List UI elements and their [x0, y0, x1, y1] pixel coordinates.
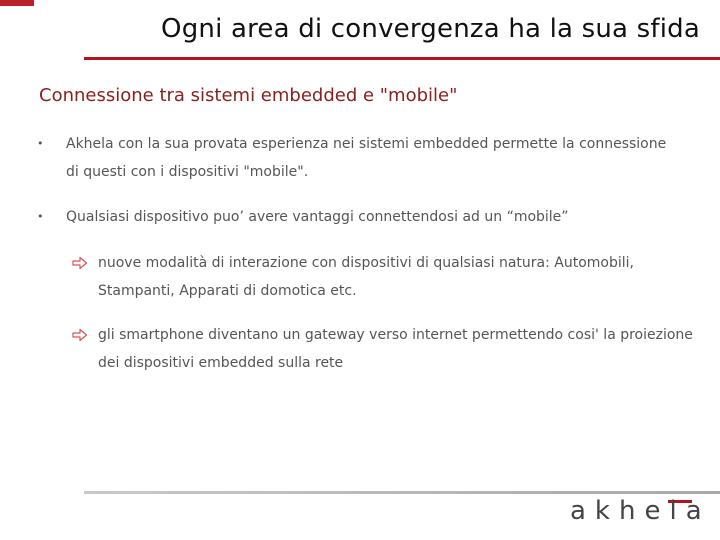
slide-title: Ogni area di convergenza ha la sua sfida: [161, 14, 700, 44]
title-divider: [84, 57, 720, 60]
bullet-dot-icon: •: [37, 210, 44, 223]
bullet-dot-icon: •: [37, 137, 44, 150]
bullet-text: Akhela con la sua provata esperienza nei sistemi embedded permette la connessione di questi con i dispositivi "mobile".: [66, 136, 667, 180]
bullet-item: [37, 203, 686, 231]
bullet-item: [37, 130, 676, 186]
corner-accent-mark: [0, 0, 34, 6]
sub-bullet-item: [98, 249, 698, 305]
bullet-text: Qualsiasi dispositivo puo’ avere vantaggi connettendosi ad un “mobile”: [66, 209, 569, 225]
akhela-logo: [570, 492, 710, 534]
sub-bullet-text: gli smartphone diventano un gateway verso internet permettendo cosi' la proiezione dei dispositivi embedded sulla rete: [98, 327, 693, 371]
outline-arrow-right-icon: [72, 256, 88, 270]
sub-bullet-item: [98, 321, 698, 377]
sub-bullet-text: nuove modalità di interazione con dispositivi di qualsiasi natura: Automobili, Stampanti, Apparati di domotica etc.: [98, 255, 634, 299]
slide-subtitle: Connessione tra sistemi embedded e "mobile": [39, 85, 458, 106]
logo-text: akhela: [570, 496, 711, 526]
outline-arrow-right-icon: [72, 328, 88, 342]
